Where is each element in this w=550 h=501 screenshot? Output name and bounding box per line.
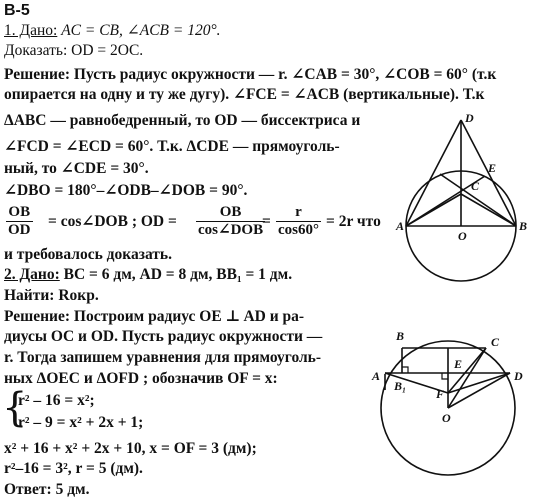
- fig2-right-angle-e: [442, 373, 448, 379]
- p1-sol-line-2: опирается на одну и ту же дугу). ∠FCE = ∠ACB (вертикальные). Т.к: [4, 86, 485, 103]
- fig2-label-e: E: [454, 357, 463, 371]
- system-brace: {: [2, 385, 28, 431]
- p2-sol-line-1: Решение: Построим радиус OE ⊥ AD и ра-: [4, 308, 305, 325]
- p1-f2-den: cos∠DOB: [198, 222, 264, 238]
- p1-f2-eq: =: [262, 213, 271, 230]
- p2-find: Найти: Rокр.: [4, 287, 99, 304]
- p1-f3-num: r: [276, 204, 321, 222]
- p2-given-line: [4, 266, 292, 284]
- variant-title: В-5: [4, 2, 30, 19]
- p1-fraction-3: [276, 204, 321, 239]
- fig2-label-a: A: [372, 369, 381, 383]
- fig2-label-c: C: [491, 335, 500, 349]
- fig2-label-f: F: [436, 387, 445, 401]
- p1-sol-line-5: ный, то ∠CDE = 30°.: [4, 160, 149, 177]
- p2-given-text: BC = 6 дм, AD = 8 дм, BB₁ = 1 дм.: [59, 266, 293, 283]
- p2-sol-line-2: диусы OC и OD. Пусть радиус окружности —: [4, 328, 323, 345]
- p1-f3-den: cos60°: [278, 222, 319, 238]
- p1-fraction-1: [6, 204, 33, 239]
- fig1-label-e: E: [488, 161, 497, 175]
- p1-given-text: AC = CB, ∠ACB = 120°.: [57, 22, 221, 39]
- figure-2-diagram: [372, 318, 548, 498]
- p2-sol-line-6: r²–16 = 3², r = 5 (дм).: [4, 460, 143, 477]
- p1-f1-rest: = cos∠DOB ; OD =: [48, 213, 177, 230]
- fig1-label-a: A: [396, 219, 405, 233]
- p1-prove: Доказать: OD = 2OC.: [4, 42, 144, 59]
- fig2-label-d: D: [514, 369, 523, 383]
- p1-f1-den: OD: [8, 222, 31, 238]
- p2-given-label: 2. Дано:: [4, 266, 60, 283]
- p2-sol-line-3: r. Тогда запишем уравнения для прямоуголь-: [4, 349, 322, 366]
- p1-sol-line-6: ∠DBO = 180°–∠ODB–∠DOB = 90°.: [4, 182, 248, 199]
- p1-given-line: [4, 22, 221, 40]
- fig1-label-o: O: [458, 229, 467, 243]
- p2-system-eq-2: r² – 9 = x² + 2x + 1;: [18, 414, 144, 431]
- p1-conclusion: и требовалось доказать.: [4, 246, 172, 263]
- p1-given-label: 1. Дано:: [4, 22, 58, 39]
- fig2-label-o: O: [442, 411, 451, 425]
- p2-sol-line-5: x² + 16 + x² + 2x + 10, x = OF = 3 (дм);: [4, 440, 257, 457]
- p1-f1-num: OB: [6, 204, 33, 222]
- p1-f2-num: OB: [196, 204, 265, 222]
- fig2-label-b: B: [396, 329, 405, 343]
- p2-sol-line-4: ных ΔOEC и ΔOFD ; обозначив OF = x:: [4, 370, 278, 387]
- fig2-right-angle-b1: [402, 367, 408, 373]
- figure-1-diagram: [380, 110, 545, 280]
- p1-fraction-2: [196, 204, 265, 239]
- p2-system-eq-1: r² – 16 = x²;: [18, 392, 95, 409]
- p2-answer: Ответ: 5 дм.: [4, 481, 90, 498]
- fig1-label-b: B: [519, 219, 528, 233]
- fig1-label-d: D: [465, 111, 474, 125]
- p1-f3-rest: = 2r что: [326, 213, 381, 230]
- fig1-label-c: C: [471, 179, 480, 193]
- p1-sol-line-4: ∠FCD = ∠ECD = 60°. Т.к. ΔCDE — прямоуголь-: [4, 138, 340, 155]
- p1-sol-line-1: Решение: Пусть радиус окружности — r. ∠CAB = 30°, ∠COB = 60° (т.к: [4, 66, 497, 83]
- p1-sol-line-3: ΔABC — равнобедренный, то OD — биссектриса и: [4, 112, 361, 129]
- fig2-label-b1: B₁: [394, 379, 407, 393]
